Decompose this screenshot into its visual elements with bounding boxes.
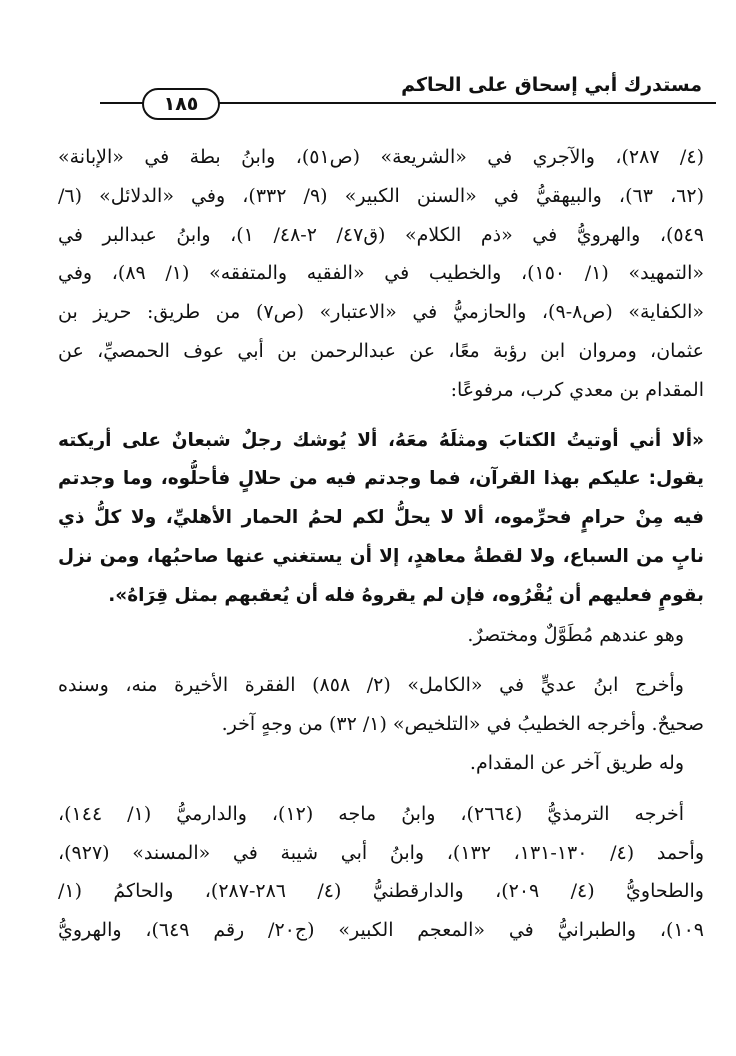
text-line: وأحمد (٤/ ١٣٠-١٣١، ١٣٢)، وابنُ أبي شيبة في «المسند» (٩٢٧)، bbox=[58, 841, 704, 864]
hadith-line: نابٍ من السباع، ولا لقطةُ معاهدٍ، إلا أن يستغني عنها صاحبُها، ومن نزل bbox=[58, 545, 704, 567]
text-line: والطحاويُّ (٤/ ٢٠٩)، والدارقطنيُّ (٤/ ٢٨٦-٢٨٧)، والحاكمُ (١/ bbox=[58, 880, 704, 903]
text-line: وله طريق آخر عن المقدام. bbox=[469, 751, 684, 774]
paragraph-other-path bbox=[58, 744, 704, 783]
paragraph-sources bbox=[58, 138, 704, 410]
hadith-text bbox=[58, 422, 704, 616]
paragraph-note bbox=[58, 616, 704, 655]
text-line: وأخرج ابنُ عديٍّ في «الكامل» (٢/ ٨٥٨) الفقرة الأخيرة منه، وسنده bbox=[58, 674, 684, 697]
paragraph-tirmidhi bbox=[58, 795, 704, 950]
hadith-line: يقول: عليكم بهذا القرآن، فما وجدتم فيه من حلالٍ فأحلُّوه، وما وجدتم bbox=[58, 468, 704, 490]
running-title: مستدرك أبي إسحاق على الحاكم bbox=[401, 74, 702, 96]
text-line: عثمان، ومروان ابن رؤبة معًا، عن عبدالرحمن بن أبي عوف الحمصيِّ، عن bbox=[58, 339, 704, 362]
text-line: المقدام بن معدي كرب، مرفوعًا: bbox=[450, 378, 704, 401]
hadith-line: بقومٍ فعليهم أن يُقْرُوه، فإن لم يقروهُ فله أن يُعقبهم بمثل قِرَاهُ». bbox=[108, 584, 704, 606]
text-line: «التمهيد» (١/ ١٥٠)، والخطيب في «الفقيه والمتفقه» (١/ ٨٩)، وفي bbox=[58, 262, 704, 285]
text-line: ٥٤٩)، والهرويُّ في «ذم الكلام» (ق٤٧/ ٢-٤٨/ ١)، وابنُ عبدالبر في bbox=[58, 223, 704, 246]
text-line: «الكفاية» (ص٨-٩)، والحازميُّ في «الاعتبار» (ص٧) من طريق: حريز بن bbox=[58, 301, 704, 324]
text-line: أخرجه الترمذيُّ (٢٦٦٤)، وابنُ ماجه (١٢)، والدارميُّ (١/ ١٤٤)، bbox=[58, 802, 684, 825]
page-number: ١٨٥ bbox=[142, 88, 220, 120]
page-header bbox=[100, 66, 716, 122]
paragraph-ibn-adi bbox=[58, 666, 704, 744]
hadith-line: فيه مِنْ حرامٍ فحرِّموه، ألا لا يحلُّ لكم لحمُ الحمار الأهليِّ، ولا كلُّ ذي bbox=[58, 507, 704, 529]
text-line: ١٠٩)، والطبرانيُّ في «المعجم الكبير» (ج٢٠/ رقم ٦٤٩)، والهرويُّ bbox=[58, 919, 704, 942]
text-line: (٤/ ٢٨٧)، والآجري في «الشريعة» (ص٥١)، وابنُ بطة في «الإبانة» bbox=[58, 146, 704, 168]
text-line: (٦٢، ٦٣)، والبيهقيُّ في «السنن الكبير» (٩/ ٣٣٢)، وفي «الدلائل» (٦/ bbox=[58, 184, 704, 207]
text-line: وهو عندهم مُطَوَّلٌ ومختصرٌ. bbox=[467, 623, 684, 646]
text-line: صحيحٌ. وأخرجه الخطيبُ في «التلخيص» (١/ ٣٢) من وجهٍ آخر. bbox=[221, 713, 704, 736]
page-body bbox=[58, 138, 704, 950]
hadith-line: «ألا أني أوتيتُ الكتابَ ومثلَهُ معَهُ، ألا يُوشك رجلٌ شبعانٌ على أريكته bbox=[58, 429, 704, 451]
